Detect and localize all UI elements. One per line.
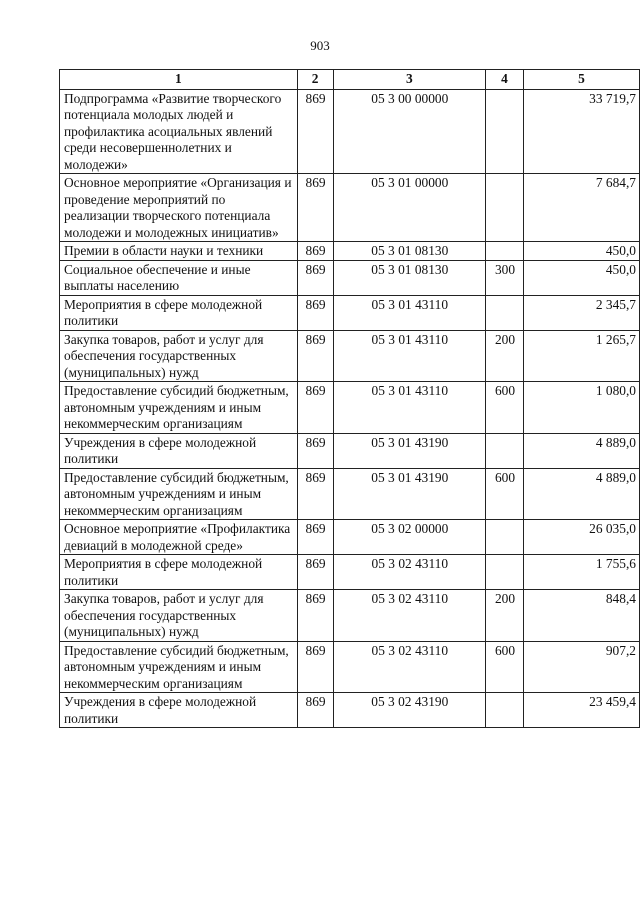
- row-ministry-code-cell: 869: [297, 693, 333, 728]
- table-row: [60, 520, 640, 555]
- table-header-row: [60, 70, 640, 90]
- row-target-code-cell: 05 3 02 43110: [333, 641, 486, 693]
- row-target-code-cell: 05 3 01 43190: [333, 433, 486, 468]
- row-ministry-code-cell: 869: [297, 330, 333, 382]
- row-expense-type-cell: 200: [486, 330, 524, 382]
- row-target-code-cell: 05 3 02 00000: [333, 520, 486, 555]
- row-amount-cell: 907,2: [523, 641, 639, 693]
- table-row: [60, 295, 640, 330]
- row-ministry-code-cell: 869: [297, 555, 333, 590]
- row-ministry-code-cell: 869: [297, 433, 333, 468]
- table-row: [60, 174, 640, 242]
- row-ministry-code-cell: 869: [297, 174, 333, 242]
- row-expense-type-cell: [486, 520, 524, 555]
- table-row: [60, 641, 640, 693]
- row-expense-type-cell: 600: [486, 641, 524, 693]
- row-target-code-cell: 05 3 01 08130: [333, 260, 486, 295]
- row-name-cell: Закупка товаров, работ и услуг для обеспечения государственных (муниципальных) нужд: [60, 330, 298, 382]
- row-name-cell: Подпрограмма «Развитие творческого потенциала молодых людей и профилактика асоциальных явлений среди несовершеннолетних и молодежи»: [60, 89, 298, 174]
- row-name-cell: Учреждения в сфере молодежной политики: [60, 693, 298, 728]
- table-row: [60, 468, 640, 520]
- row-name-cell: Основное мероприятие «Профилактика девиаций в молодежной среде»: [60, 520, 298, 555]
- table-row: [60, 89, 640, 174]
- budget-table: [59, 69, 640, 728]
- row-expense-type-cell: [486, 242, 524, 261]
- row-target-code-cell: 05 3 01 43110: [333, 295, 486, 330]
- row-expense-type-cell: 200: [486, 590, 524, 642]
- row-name-cell: Предоставление субсидий бюджетным, автономным учреждениям и иным некоммерческим организациям: [60, 382, 298, 434]
- row-amount-cell: 23 459,4: [523, 693, 639, 728]
- row-expense-type-cell: [486, 174, 524, 242]
- row-amount-cell: 4 889,0: [523, 433, 639, 468]
- row-amount-cell: 4 889,0: [523, 468, 639, 520]
- page-number: 903: [310, 38, 330, 53]
- row-target-code-cell: 05 3 02 43110: [333, 590, 486, 642]
- row-ministry-code-cell: 869: [297, 89, 333, 174]
- row-amount-cell: 26 035,0: [523, 520, 639, 555]
- row-amount-cell: 450,0: [523, 260, 639, 295]
- column-header-2: 2: [297, 70, 333, 90]
- row-amount-cell: 33 719,7: [523, 89, 639, 174]
- table-body: [60, 89, 640, 728]
- row-amount-cell: 450,0: [523, 242, 639, 261]
- table-row: [60, 382, 640, 434]
- row-expense-type-cell: 300: [486, 260, 524, 295]
- row-target-code-cell: 05 3 01 43110: [333, 382, 486, 434]
- row-target-code-cell: 05 3 02 43190: [333, 693, 486, 728]
- row-ministry-code-cell: 869: [297, 590, 333, 642]
- row-ministry-code-cell: 869: [297, 260, 333, 295]
- row-name-cell: Учреждения в сфере молодежной политики: [60, 433, 298, 468]
- row-expense-type-cell: 600: [486, 382, 524, 434]
- row-amount-cell: 848,4: [523, 590, 639, 642]
- row-ministry-code-cell: 869: [297, 641, 333, 693]
- row-target-code-cell: 05 3 00 00000: [333, 89, 486, 174]
- row-name-cell: Закупка товаров, работ и услуг для обеспечения государственных (муниципальных) нужд: [60, 590, 298, 642]
- row-name-cell: Социальное обеспечение и иные выплаты населению: [60, 260, 298, 295]
- row-amount-cell: 1 755,6: [523, 555, 639, 590]
- table-row: [60, 330, 640, 382]
- row-name-cell: Предоставление субсидий бюджетным, автономным учреждениям и иным некоммерческим организациям: [60, 468, 298, 520]
- table-row: [60, 242, 640, 261]
- row-target-code-cell: 05 3 02 43110: [333, 555, 486, 590]
- row-name-cell: Мероприятия в сфере молодежной политики: [60, 295, 298, 330]
- row-amount-cell: 1 265,7: [523, 330, 639, 382]
- row-name-cell: Предоставление субсидий бюджетным, автономным учреждениям и иным некоммерческим организациям: [60, 641, 298, 693]
- column-header-1: 1: [60, 70, 298, 90]
- row-expense-type-cell: [486, 555, 524, 590]
- row-ministry-code-cell: 869: [297, 468, 333, 520]
- row-ministry-code-cell: 869: [297, 242, 333, 261]
- row-ministry-code-cell: 869: [297, 295, 333, 330]
- row-expense-type-cell: [486, 89, 524, 174]
- row-expense-type-cell: [486, 295, 524, 330]
- row-expense-type-cell: [486, 693, 524, 728]
- row-target-code-cell: 05 3 01 43110: [333, 330, 486, 382]
- row-ministry-code-cell: 869: [297, 382, 333, 434]
- column-header-3: 3: [333, 70, 486, 90]
- column-header-5: 5: [523, 70, 639, 90]
- row-name-cell: Премии в области науки и техники: [60, 242, 298, 261]
- table-row: [60, 555, 640, 590]
- row-target-code-cell: 05 3 01 43190: [333, 468, 486, 520]
- row-expense-type-cell: [486, 433, 524, 468]
- row-target-code-cell: 05 3 01 00000: [333, 174, 486, 242]
- table-row: [60, 260, 640, 295]
- row-target-code-cell: 05 3 01 08130: [333, 242, 486, 261]
- table-row: [60, 433, 640, 468]
- row-amount-cell: 2 345,7: [523, 295, 639, 330]
- row-expense-type-cell: 600: [486, 468, 524, 520]
- row-name-cell: Основное мероприятие «Организация и проведение мероприятий по реализации творческого потенциала молодежи и молодежных инициатив»: [60, 174, 298, 242]
- row-ministry-code-cell: 869: [297, 520, 333, 555]
- table-row: [60, 693, 640, 728]
- column-header-4: 4: [486, 70, 524, 90]
- row-name-cell: Мероприятия в сфере молодежной политики: [60, 555, 298, 590]
- table-row: [60, 590, 640, 642]
- row-amount-cell: 1 080,0: [523, 382, 639, 434]
- row-amount-cell: 7 684,7: [523, 174, 639, 242]
